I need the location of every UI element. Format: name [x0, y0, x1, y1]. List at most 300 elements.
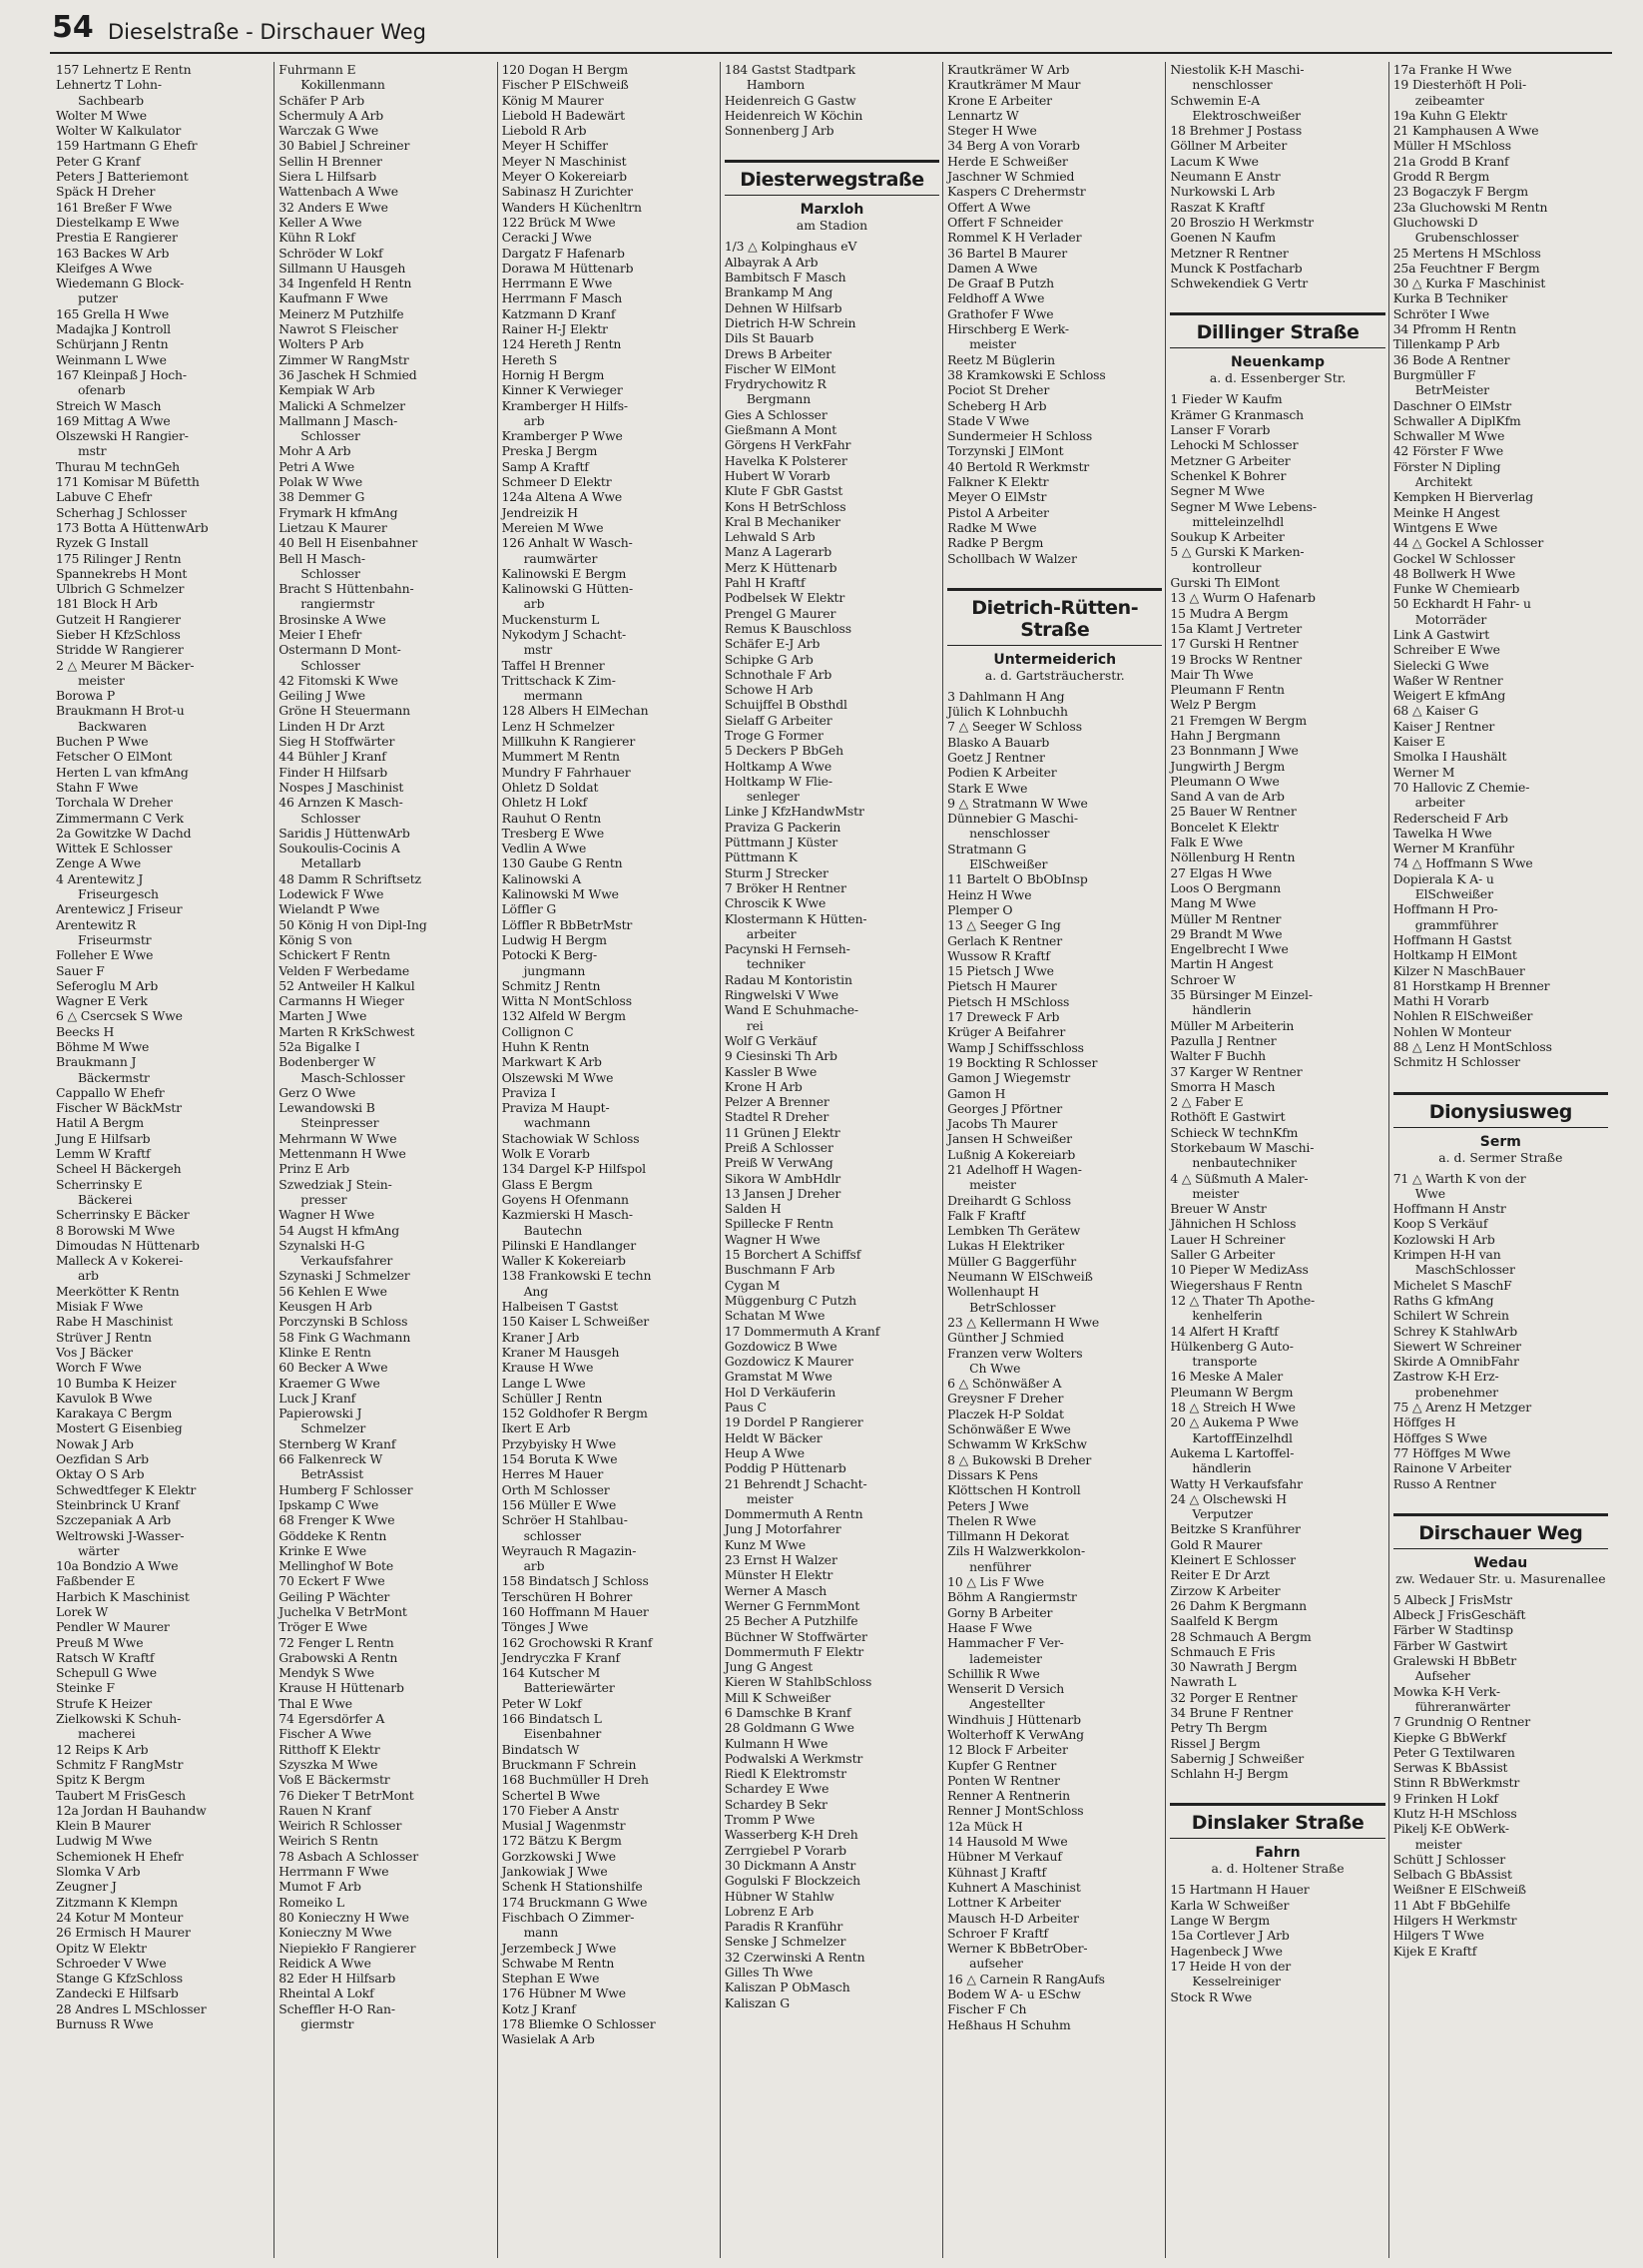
resident-entry: Kiepke G BbWerkf	[1392, 1729, 1506, 1745]
resident-entry: Falkner K Elektr	[947, 474, 1049, 490]
resident-entry: Szczepaniak A Arb	[56, 1512, 172, 1528]
resident-entry: Klein B Maurer	[56, 1818, 151, 1834]
resident-entry: Stinn R BbWerkmstr	[1392, 1775, 1520, 1791]
resident-entry: Kral B Mechaniker	[724, 513, 840, 529]
resident-entry: Waller K Kokereiarb	[501, 1253, 626, 1269]
resident-entry: 75 △ Arenz H Metzger	[1392, 1400, 1531, 1416]
resident-entry: 122 Brück M Wwe	[501, 214, 616, 230]
resident-entry: Nawrot S Fleischer	[278, 321, 398, 337]
resident-entry: Nowak J Arb	[56, 1435, 134, 1451]
resident-entry: Siewert W Schreiner	[1392, 1338, 1521, 1354]
resident-entry: Paradis R Kranführ	[724, 1919, 843, 1935]
entry-continuation: transporte	[1192, 1354, 1258, 1370]
resident-entry: Ponten W Rentner	[947, 1772, 1060, 1788]
resident-entry: Terschüren H Bohrer	[501, 1588, 633, 1604]
resident-entry: Praviza M Haupt-	[501, 1100, 610, 1116]
resident-entry: Taubert M FrisGesch	[56, 1787, 186, 1803]
resident-entry: Voß E Bäckermstr	[278, 1772, 390, 1788]
resident-entry: 82 Eder H Hilfsarb	[278, 1971, 396, 1986]
resident-entry: Nohlen R ElSchweißer	[1392, 1008, 1533, 1024]
resident-entry: Hübner M Verkauf	[947, 1849, 1062, 1865]
resident-entry: Kalinowski E Bergm	[501, 565, 627, 581]
resident-entry: Hol D Verkäuferin	[724, 1384, 836, 1400]
resident-entry: Weigert E kfmAng	[1392, 688, 1506, 704]
resident-entry: 168 Buchmüller H Dreh	[501, 1772, 649, 1788]
resident-entry: Sieg H Stoffwärter	[278, 734, 395, 750]
resident-entry: Troge G Former	[724, 727, 823, 743]
resident-entry: 34 Ingenfeld H Rentn	[278, 276, 412, 291]
resident-entry: Malleck A v Kokerei-	[56, 1253, 184, 1269]
resident-entry: 15 Borchert A Schiffsf	[724, 1247, 861, 1263]
resident-entry: Schmitz J Rentn	[501, 977, 601, 993]
resident-entry: Katzmann D Kranf	[501, 305, 616, 321]
resident-entry: Mohr A Arb	[278, 443, 351, 459]
resident-entry: Karakaya C Bergm	[56, 1406, 173, 1421]
resident-entry: Raths G kfmAng	[1392, 1292, 1494, 1308]
resident-entry: Münster H Elektr	[724, 1567, 833, 1583]
resident-entry: Linden H Dr Arzt	[278, 718, 385, 734]
resident-entry: Krone H Arb	[724, 1078, 803, 1094]
resident-entry: 14 Hausold M Wwe	[947, 1834, 1068, 1850]
resident-entry: Spillecke F Rentn	[724, 1216, 833, 1232]
resident-entry: Rauen N Kranf	[278, 1802, 371, 1818]
resident-entry: Lange W Bergm	[1170, 1913, 1270, 1929]
resident-entry: 19 Brocks W Rentner	[1170, 651, 1303, 667]
resident-entry: Potocki K Berg-	[501, 947, 598, 963]
resident-entry: 52a Bigalke I	[278, 1039, 360, 1054]
resident-entry: Wamp J Schiffsschloss	[947, 1039, 1084, 1055]
resident-entry: 173 Botta A HüttenwArb	[56, 519, 209, 535]
resident-entry: Schatan M Wwe	[724, 1308, 825, 1324]
resident-entry: Jung J Motorfahrer	[724, 1521, 841, 1537]
resident-entry: Konieczny M Wwe	[278, 1925, 392, 1941]
resident-entry: 32 Anders E Wwe	[278, 199, 388, 215]
resident-entry: Wolk E Vorarb	[501, 1146, 590, 1162]
resident-entry: Fischbach O Zimmer-	[501, 1909, 635, 1925]
entry-continuation: Friseurmstr	[78, 931, 152, 947]
district-name: Neuenkamp	[1231, 354, 1326, 371]
resident-entry: 4 △ Süßmuth A Maler-	[1170, 1170, 1309, 1186]
resident-entry: Weirich R Schlosser	[278, 1818, 402, 1834]
resident-entry: 30 △ Kurka F Maschinist	[1392, 276, 1546, 291]
entry-continuation: ElSchweißer	[1414, 886, 1493, 902]
resident-entry: 17a Franke H Wwe	[1392, 62, 1512, 77]
resident-entry: 46 Arnzen K Masch-	[278, 795, 403, 811]
entry-continuation: BetrMeister	[1414, 382, 1489, 398]
resident-entry: Tönges J Wwe	[501, 1619, 589, 1635]
resident-entry: Wanders H Küchenltrn	[501, 199, 642, 215]
resident-entry: 80 Konieczny H Wwe	[278, 1909, 409, 1925]
resident-entry: Saalfeld K Bergm	[1170, 1613, 1279, 1629]
resident-entry: Mair Th Wwe	[1170, 666, 1254, 682]
resident-entry: Heup A Wwe	[724, 1444, 805, 1460]
resident-entry: 164 Kutscher M	[501, 1665, 601, 1681]
resident-entry: Brosinske A Wwe	[278, 611, 386, 627]
resident-entry: Tromm P Wwe	[724, 1812, 816, 1828]
resident-entry: Schardey E Wwe	[724, 1781, 829, 1797]
entry-continuation: nenbautechniker	[1192, 1155, 1297, 1171]
entry-continuation: mitteleinzelhdl	[1192, 513, 1285, 529]
resident-entry: 40 Bertold R Werkmstr	[947, 458, 1090, 474]
resident-entry: Diestelkamp E Wwe	[56, 214, 180, 230]
resident-entry: Slomka V Arb	[56, 1864, 141, 1880]
entry-continuation: Schlosser	[300, 565, 360, 581]
resident-entry: Saridis J HüttenwArb	[278, 825, 410, 841]
resident-entry: 124 Hereth J Rentn	[501, 336, 622, 352]
resident-entry: 34 Berg A von Vorarb	[947, 138, 1080, 154]
directory-column	[274, 62, 497, 2258]
resident-entry: Schroer W	[1170, 971, 1236, 987]
resident-entry: Dorawa M Hüttenarb	[501, 260, 634, 276]
resident-entry: Sand A van de Arb	[1170, 789, 1285, 805]
street-heading: Diesterwegstraße	[725, 160, 939, 196]
resident-entry: Schillik R Wwe	[947, 1665, 1040, 1681]
resident-entry: Hereth S	[501, 351, 558, 367]
resident-entry: 36 Jaschek H Schmied	[278, 366, 417, 382]
resident-entry: Fetscher O ElMont	[56, 749, 173, 765]
resident-entry: Mummert M Rentn	[501, 749, 620, 765]
resident-entry: Sielecki G Wwe	[1392, 657, 1489, 673]
resident-entry: 15a Klamt J Vertreter	[1170, 620, 1303, 636]
resident-entry: Göddeke K Rentn	[278, 1527, 387, 1543]
resident-entry: Walter F Buchh	[1170, 1048, 1267, 1064]
resident-entry: 171 Komisar M Büfetth	[56, 474, 200, 490]
entry-continuation: Bäckermstr	[78, 1069, 150, 1085]
resident-entry: 11 Grünen J Elektr	[724, 1124, 840, 1140]
resident-entry: Weirich S Rentn	[278, 1833, 378, 1849]
resident-entry: Chroscik K Wwe	[724, 895, 826, 911]
resident-entry: Geiling P Wächter	[278, 1588, 390, 1604]
resident-entry: 13 △ Seeger G Ing	[947, 917, 1061, 933]
resident-entry: Püttmann J Küster	[724, 835, 838, 850]
resident-entry: Schemionek H Ehefr	[56, 1848, 184, 1864]
resident-entry: Schäfer P Arb	[278, 92, 364, 108]
resident-entry: 6 △ Csercsek S Wwe	[56, 1008, 183, 1024]
resident-entry: 36 Bode A Rentner	[1392, 351, 1510, 367]
entry-continuation: arb	[78, 1268, 99, 1284]
page-header	[50, 8, 1612, 54]
resident-entry: Bambitsch F Masch	[724, 270, 846, 285]
resident-entry: 23 Bonnmann J Wwe	[1170, 743, 1299, 759]
resident-entry: Weltrowski J-Wasser-	[56, 1527, 185, 1543]
resident-entry: Daschner O ElMstr	[1392, 397, 1511, 413]
resident-entry: Färber W Gastwirt	[1392, 1637, 1508, 1653]
resident-entry: 74 △ Hoffmann S Wwe	[1392, 855, 1533, 871]
resident-entry: Wagner H Wwe	[278, 1207, 375, 1223]
resident-entry: Opitz W Elektr	[56, 1940, 147, 1956]
street-location-note: am Stadion	[796, 218, 868, 234]
resident-entry: Krone E Arbeiter	[947, 92, 1052, 108]
entry-continuation: wärter	[78, 1542, 120, 1558]
resident-entry: 44 △ Gockel A Schlosser	[1392, 535, 1544, 551]
resident-entry: Olszewski M Wwe	[501, 1069, 614, 1085]
resident-entry: Tawelka H Wwe	[1392, 825, 1492, 841]
resident-entry: Kilzer N MaschBauer	[1392, 962, 1525, 978]
resident-entry: Bracht S Hüttenbahn-	[278, 581, 414, 597]
resident-entry: Mettenmann H Wwe	[278, 1146, 406, 1162]
entry-continuation: raumwärter	[523, 550, 598, 566]
resident-entry: Goetz J Rentner	[947, 749, 1045, 765]
resident-entry: 19 Dordel P Rangierer	[724, 1415, 863, 1430]
entry-continuation: Friseurgesch	[78, 886, 159, 902]
resident-entry: 158 Bindatsch J Schloss	[501, 1573, 649, 1589]
entry-continuation: Schmelzer	[300, 1420, 366, 1436]
resident-entry: Sielaff G Arbeiter	[724, 712, 832, 728]
resident-entry: Grathofer F Wwe	[947, 305, 1054, 321]
resident-entry: Meier I Ehefr	[278, 626, 362, 642]
entry-continuation: Grubenschlosser	[1414, 230, 1519, 246]
resident-entry: Serwas K BbAssist	[1392, 1760, 1508, 1776]
resident-entry: 150 Kaiser L Schweißer	[501, 1314, 650, 1330]
entry-continuation: Eisenbahner	[523, 1726, 602, 1742]
resident-entry: Reiter E Dr Arzt	[1170, 1567, 1270, 1583]
resident-entry: Boncelet K Elektr	[1170, 819, 1279, 835]
resident-entry: Reetz M Büglerin	[947, 351, 1055, 367]
resident-entry: Kozlowski H Arb	[1392, 1231, 1495, 1247]
resident-entry: Holtkamp H ElMont	[1392, 947, 1517, 963]
resident-entry: Schlahn H-J Bergm	[1170, 1766, 1289, 1782]
entry-continuation: grammführer	[1414, 916, 1498, 932]
resident-entry: 8 Borowski M Wwe	[56, 1222, 176, 1238]
resident-entry: Kons H BetrSchloss	[724, 498, 846, 514]
entry-continuation: probenehmer	[1414, 1384, 1498, 1400]
resident-entry: Humberg F Schlosser	[278, 1481, 413, 1497]
resident-entry: Schmauch E Fris	[1170, 1643, 1276, 1659]
entry-continuation: Ch Wwe	[969, 1360, 1021, 1376]
resident-entry: Gilles Th Wwe	[724, 1965, 814, 1981]
street-location-note: a. d. Holtener Straße	[1211, 1861, 1345, 1877]
resident-entry: Finder H Hilfsarb	[278, 764, 388, 780]
resident-entry: Jankowiak J Wwe	[501, 1864, 608, 1880]
resident-entry: Strufe K Heizer	[56, 1695, 153, 1711]
resident-entry: Werner M Kranführ	[1392, 841, 1514, 856]
resident-entry: Millkuhn K Rangierer	[501, 734, 636, 750]
resident-entry: Meinke H Angest	[1392, 504, 1500, 520]
resident-entry: Remus K Bauschloss	[724, 620, 851, 636]
resident-entry: Werner K BbBetrOber-	[947, 1941, 1088, 1957]
resident-entry: Bruckmann F Schrein	[501, 1756, 637, 1772]
resident-entry: 10 Bumba K Heizer	[56, 1375, 177, 1391]
resident-entry: Schwedtfeger K Elektr	[56, 1481, 197, 1497]
resident-entry: Wolf G Verkäuf	[724, 1032, 817, 1048]
resident-entry: Geiling J Wwe	[278, 688, 365, 704]
resident-entry: 42 Förster F Wwe	[1392, 443, 1504, 459]
resident-entry: 70 Eckert F Wwe	[278, 1573, 385, 1589]
resident-entry: Rissel J Bergm	[1170, 1735, 1261, 1751]
resident-entry: Steinke F	[56, 1680, 115, 1696]
entry-continuation: Verkaufsfahrer	[300, 1253, 393, 1269]
resident-entry: Schipke G Arb	[724, 651, 814, 667]
resident-entry: Wolterhoff K VerwAng	[947, 1726, 1084, 1742]
resident-entry: Meyer H Schiffer	[501, 138, 608, 154]
resident-entry: Mowka K-H Verk-	[1392, 1683, 1500, 1699]
resident-entry: 20 Broszio H Werkmstr	[1170, 214, 1314, 230]
entry-continuation: meister	[746, 1490, 794, 1506]
resident-entry: Oezfidan S Arb	[56, 1451, 149, 1467]
resident-entry: Gozdowicz B Wwe	[724, 1338, 837, 1354]
entry-continuation: Motorräder	[1414, 611, 1487, 627]
entry-continuation: Batteriewärter	[523, 1680, 615, 1696]
resident-entry: Seferoglu M Arb	[56, 977, 159, 993]
resident-entry: 50 König H von Dipl-Ing	[278, 916, 427, 932]
resident-entry: Klinke E Rentn	[278, 1344, 371, 1360]
resident-entry: Drews B Arbeiter	[724, 345, 831, 361]
resident-entry: Falk F Kraftf	[947, 1207, 1025, 1223]
resident-entry: 11 Abt F BbGehilfe	[1392, 1897, 1511, 1913]
resident-entry: Nospes J Maschinist	[278, 779, 404, 795]
resident-entry: Schüller J Rentn	[501, 1390, 603, 1406]
resident-entry: Pazulla J Rentner	[1170, 1032, 1277, 1048]
resident-entry: Petri A Wwe	[278, 458, 355, 474]
resident-entry: Wasserberg K-H Dreh	[724, 1827, 858, 1843]
resident-entry: 19 Bockting R Schlosser	[947, 1054, 1098, 1070]
resident-entry: Metzner G Arbeiter	[1170, 452, 1291, 468]
resident-entry: Renner J MontSchloss	[947, 1803, 1084, 1819]
resident-entry: 70 Hallovic Z Chemie-	[1392, 779, 1530, 795]
resident-entry: Pleumann F Rentn	[1170, 682, 1285, 698]
resident-entry: Schwamm W KrkSchw	[947, 1436, 1087, 1452]
resident-entry: Stange G KfzSchloss	[56, 1971, 183, 1986]
resident-entry: 167 Kleinpaß J Hoch-	[56, 366, 187, 382]
resident-entry: Cygan M	[724, 1277, 781, 1293]
resident-entry: Mereien M Wwe	[501, 519, 604, 535]
resident-entry: Zielkowski K Schuh-	[56, 1711, 182, 1727]
resident-entry: Höffges S Wwe	[1392, 1429, 1487, 1445]
resident-entry: Wolters P Arb	[278, 336, 364, 352]
resident-entry: 28 Schmauch A Bergm	[1170, 1628, 1312, 1644]
entry-continuation: BetrSchlosser	[969, 1299, 1056, 1315]
resident-entry: Burnuss R Wwe	[56, 2016, 154, 2031]
resident-entry: Müller M Rentner	[1170, 910, 1282, 926]
resident-entry: Schäfer E-J Arb	[724, 636, 821, 652]
resident-entry: 4 Arentewitz J	[56, 870, 144, 886]
resident-entry: 25 Becher A Putzhilfe	[724, 1613, 858, 1629]
resident-entry: Jungwirth J Bergm	[1170, 758, 1286, 774]
resident-entry: Schenkel K Bohrer	[1170, 467, 1287, 483]
resident-entry: Renner A Rentnerin	[947, 1788, 1070, 1804]
resident-entry: Lorek W	[56, 1603, 109, 1619]
resident-entry: Wasielak A Arb	[501, 2031, 595, 2047]
resident-entry: 11 Bartelt O BbObInsp	[947, 871, 1088, 887]
resident-entry: 15 Mudra A Bergm	[1170, 605, 1289, 621]
resident-entry: Schickert F Rentn	[278, 947, 390, 963]
entry-continuation: zeibeamter	[1414, 92, 1484, 108]
resident-entry: Klutz H-H MSchloss	[1392, 1805, 1517, 1821]
entry-continuation: Masch-Schlosser	[300, 1069, 405, 1085]
resident-entry: 172 Bätzu K Bergm	[501, 1833, 622, 1849]
resident-entry: Cappallo W Ehefr	[56, 1084, 165, 1100]
resident-entry: 156 Müller E Wwe	[501, 1496, 617, 1512]
resident-entry: Späck H Dreher	[56, 184, 156, 200]
street-heading: Dietrich-Rütten-Straße	[947, 588, 1162, 646]
resident-entry: Arentewitz R	[56, 916, 137, 932]
resident-entry: Preuß M Wwe	[56, 1634, 144, 1650]
entry-continuation: aufseher	[969, 1956, 1023, 1972]
resident-entry: 19 Diesterhöft H Poli-	[1392, 77, 1527, 93]
page-number: 54	[52, 10, 94, 45]
resident-entry: 159 Hartmann G Ehefr	[56, 138, 198, 154]
resident-entry: Samp A Kraftf	[501, 458, 589, 474]
resident-entry: Gold R Maurer	[1170, 1536, 1263, 1552]
resident-entry: Segner M Wwe	[1170, 483, 1265, 499]
resident-entry: Hilgers H Werkmstr	[1392, 1913, 1517, 1929]
resident-entry: Fischer W ElMont	[724, 360, 836, 376]
resident-entry: Vos J Bäcker	[56, 1344, 133, 1360]
resident-entry: Jung E Hilfsarb	[56, 1130, 151, 1146]
resident-entry: 68 Frenger K Wwe	[278, 1512, 395, 1528]
resident-entry: Reidick A Wwe	[278, 1955, 371, 1971]
resident-entry: Pleumann W Bergm	[1170, 1384, 1294, 1400]
resident-entry: Feldhoff A Wwe	[947, 290, 1045, 306]
resident-entry: Pistol A Arbeiter	[947, 504, 1049, 520]
resident-entry: Ostermann D Mont-	[278, 642, 401, 658]
resident-entry: Saller G Arbeiter	[1170, 1247, 1276, 1263]
resident-entry: Kraemer G Wwe	[278, 1375, 380, 1391]
resident-entry: Welz P Bergm	[1170, 697, 1257, 713]
resident-entry: 36 Bartel B Maurer	[947, 245, 1068, 261]
resident-entry: Kaliszan P ObMasch	[724, 1980, 850, 1995]
resident-entry: Mostert G Eisenbieg	[56, 1420, 183, 1436]
resident-entry: 26 Dahm K Bergmann	[1170, 1597, 1307, 1613]
resident-entry: Gamon H	[947, 1085, 1006, 1101]
resident-entry: 81 Horstkamp H Brenner	[1392, 977, 1550, 993]
resident-entry: Storkebaum W Maschi-	[1170, 1140, 1315, 1155]
resident-entry: Thurau M technGeh	[56, 458, 180, 474]
resident-entry: Gorzkowski J Wwe	[501, 1848, 616, 1864]
resident-entry: 3 Dahlmann H Ang	[947, 688, 1065, 704]
resident-entry: Jaschner W Schmied	[947, 169, 1075, 185]
entry-continuation: führeranwärter	[1414, 1698, 1510, 1714]
resident-entry: Mang M Wwe	[1170, 895, 1257, 911]
entry-continuation: Steinpresser	[300, 1115, 379, 1131]
resident-entry: 24 △ Olschewski H	[1170, 1490, 1287, 1506]
resident-entry: Heidenreich W Köchin	[724, 107, 863, 123]
resident-entry: Blasko A Bauarb	[947, 734, 1050, 750]
resident-entry: 13 △ Wurm O Hafenarb	[1170, 590, 1316, 606]
resident-entry: Gogulski F Blockzeich	[724, 1873, 860, 1889]
resident-entry: Prestia E Rangierer	[56, 230, 178, 246]
resident-entry: Salden H	[724, 1201, 782, 1217]
district-name: Serm	[1479, 1133, 1521, 1150]
resident-entry: Poddig P Hüttenarb	[724, 1460, 846, 1476]
resident-entry: Böhme M Wwe	[56, 1039, 150, 1054]
district-name: Marxloh	[800, 202, 864, 219]
resident-entry: 30 Dickmann A Anstr	[724, 1857, 856, 1873]
resident-entry: Warczak G Wwe	[278, 123, 379, 139]
resident-entry: 17 Heide H von der	[1170, 1958, 1292, 1974]
resident-entry: 58 Fink G Wachmann	[278, 1329, 411, 1345]
resident-entry: 1/3 △ Kolpinghaus eV	[724, 239, 857, 255]
resident-entry: Wiedemann G Block-	[56, 276, 185, 291]
resident-entry: Ringwelski V Wwe	[724, 987, 838, 1003]
resident-entry: Pleumann O Wwe	[1170, 773, 1280, 789]
resident-entry: Mellinghof W Bote	[278, 1558, 394, 1574]
resident-entry: Kurka B Techniker	[1392, 290, 1508, 306]
resident-entry: Schieck W technKfm	[1170, 1124, 1299, 1140]
resident-entry: Krautkrämer W Arb	[947, 62, 1070, 77]
resident-entry: Wattenbach A Wwe	[278, 184, 398, 200]
resident-entry: 76 Dieker T BetrMont	[278, 1787, 414, 1803]
district-name: Fahrn	[1255, 1845, 1301, 1862]
resident-entry: Kramberger P Wwe	[501, 428, 623, 444]
entry-continuation: Verputzer	[1192, 1506, 1253, 1522]
resident-entry: Meinerz M Putzhilfe	[278, 305, 404, 321]
street-heading: Dillinger Straße	[1170, 312, 1384, 348]
resident-entry: Krämer G Kranmasch	[1170, 406, 1305, 422]
resident-entry: Schermuly A Arb	[278, 107, 384, 123]
resident-entry: Schnothale F Arb	[724, 666, 832, 682]
resident-entry: Ratsch W Kraftf	[56, 1649, 155, 1665]
